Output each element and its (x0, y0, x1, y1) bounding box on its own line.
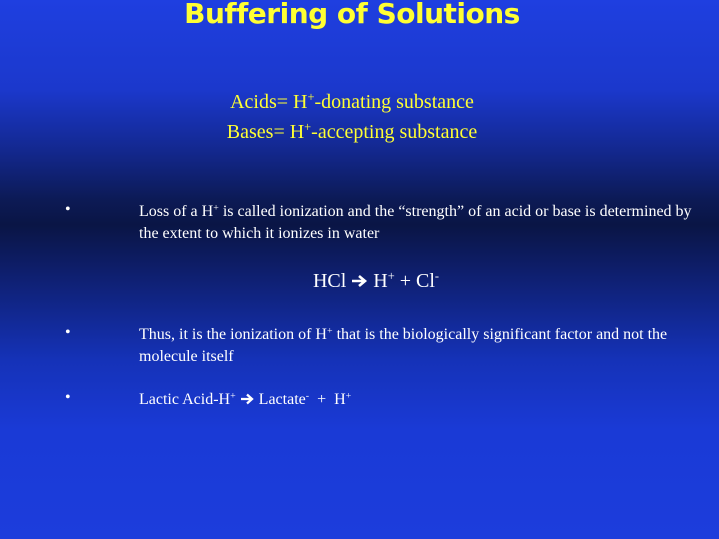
equation-product-chloride: Cl (416, 270, 435, 292)
bullet-marker-2: • (65, 324, 71, 341)
bullet2-pre: Thus, it is the ionization of H (139, 326, 327, 343)
equation-product-chloride-charge: - (434, 269, 440, 284)
bullet3-reactant: Lactic Acid-H (139, 391, 231, 408)
equation-product-hydrogen: H (373, 270, 388, 292)
bullet3-product-lactate-charge: - (305, 390, 310, 402)
slide-title: Buffering of Solutions (184, 0, 520, 30)
bullet-marker-3: • (65, 389, 71, 406)
equation-product-hydrogen-charge: + (387, 269, 395, 284)
acids-definition (150, 91, 554, 114)
bullet2-superscript: + (326, 325, 333, 337)
hcl-ionization-equation (0, 270, 719, 293)
bullet2-post: that is the biologically significant factor and not the molecule itself (139, 326, 668, 365)
right-arrow-icon (351, 274, 368, 288)
bullet-text-significance (139, 324, 699, 368)
bases-definition-suffix: -accepting substance (311, 121, 478, 143)
acids-definition-prefix: Acids= H (230, 91, 308, 113)
bullet3-product-lactate: Lactate (258, 391, 306, 408)
bases-definition-superscript: + (304, 120, 312, 135)
bullet3-product-hydrogen-charge: + (345, 390, 352, 402)
bullet-text-ionization (139, 201, 699, 245)
bullet3-reactant-charge: + (230, 390, 236, 402)
equation-reactant: HCl (312, 270, 347, 292)
bullet-marker-1: • (65, 201, 71, 218)
bullet1-post: is called ionization and the “strength” of an acid or base is determined by the extent to which it ionizes in water (139, 203, 692, 242)
bases-definition-prefix: Bases= H (226, 121, 305, 143)
acids-definition-superscript: + (307, 90, 315, 105)
acids-definition-suffix: -donating substance (314, 91, 474, 113)
bullet1-pre: Loss of a H (139, 203, 214, 220)
bullet3-plus: + (317, 391, 327, 408)
bullet-text-lactic-acid (139, 389, 699, 411)
bullet1-superscript: + (213, 202, 219, 214)
equation-plus: + (399, 270, 412, 292)
bullet3-product-hydrogen: H (334, 391, 346, 408)
right-arrow-icon (240, 393, 255, 405)
bases-definition (150, 121, 554, 144)
